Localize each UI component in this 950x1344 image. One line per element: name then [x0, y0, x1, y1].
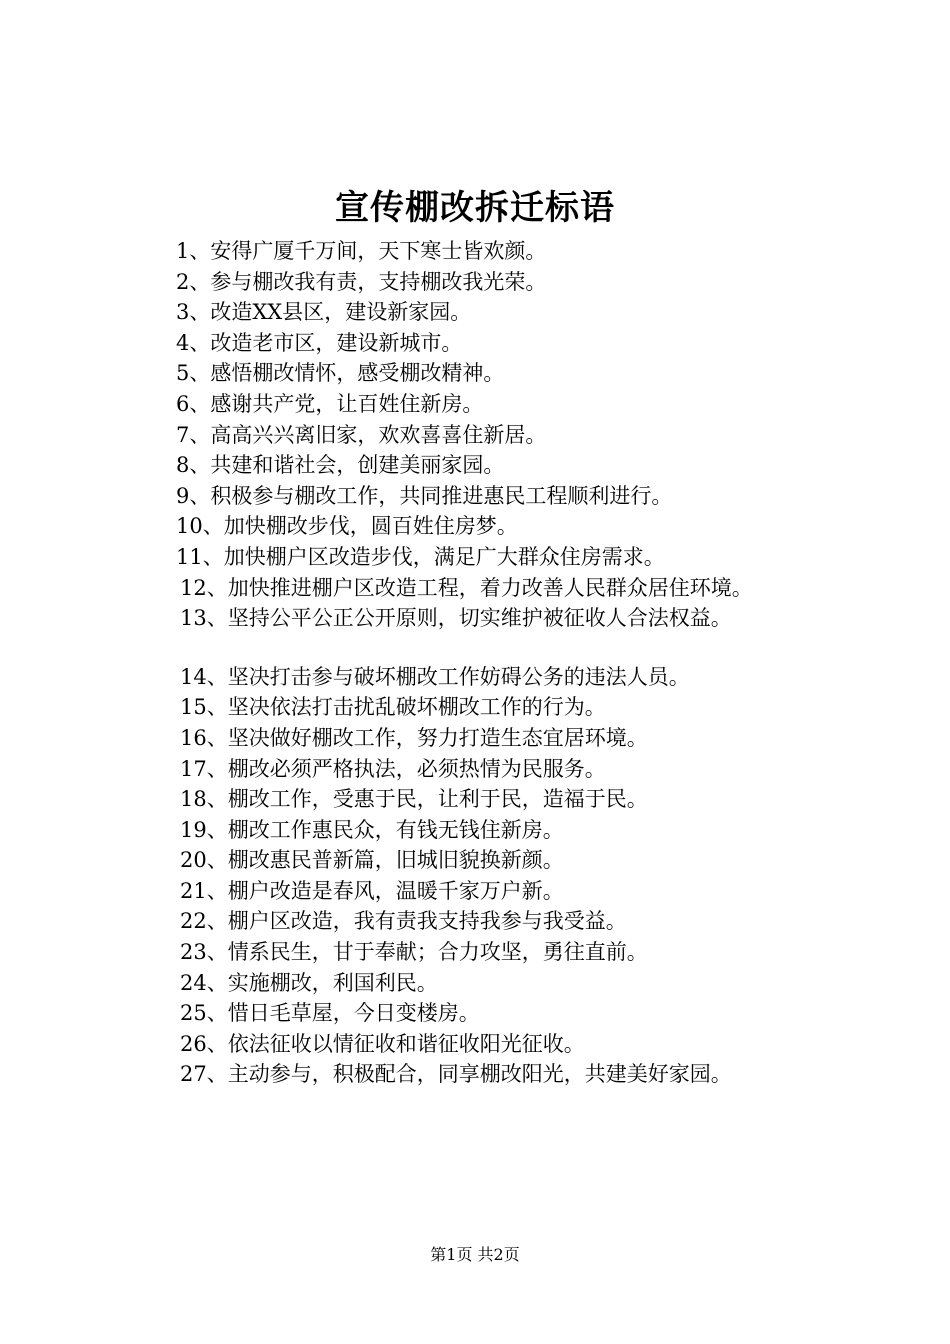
- slogan-item: 5、感悟棚改情怀，感受棚改精神。: [176, 361, 505, 386]
- slogan-item: 7、高高兴兴离旧家，欢欢喜喜住新居。: [176, 422, 547, 447]
- slogan-item: 14、坚决打击参与破坏棚改工作妨碍公务的违法人员。: [180, 664, 690, 689]
- slogan-item: 1、安得广厦千万间，天下寒士皆欢颜。: [176, 239, 547, 263]
- slogan-item: 4、改造老市区，建设新城市。: [176, 330, 463, 355]
- slogan-item: 15、坚决依法打击扰乱破坏棚改工作的行为。: [180, 695, 606, 720]
- slogan-item: 27、主动参与，积极配合，同享棚改阳光，共建美好家园。: [180, 1062, 732, 1087]
- slogan-item: 21、棚户改造是春风，温暖千家万户新。: [180, 878, 564, 903]
- document-title: 宣传棚改拆迁标语: [335, 188, 615, 228]
- paragraph-gap: [130, 634, 850, 662]
- slogan-item: 24、实施棚改，利国利民。: [180, 970, 438, 995]
- slogan-item: 13、坚持公平公正公开原则，切实维护被征收人合法权益。: [180, 606, 732, 631]
- slogan-item: 2、参与棚改我有责，支持棚改我光荣。: [176, 269, 547, 294]
- slogan-item: 20、棚改惠民普新篇，旧城旧貌换新颜。: [180, 848, 564, 873]
- slogan-item: 22、棚户区改造，我有责我支持我参与我受益。: [180, 909, 627, 934]
- slogan-list: [130, 236, 850, 1090]
- slogan-item: 11、加快棚户区改造步伐，满足广大群众住房需求。: [176, 544, 665, 569]
- slogan-item: 12、加快推进棚户区改造工程，着力改善人民群众居住环境。: [180, 575, 753, 600]
- slogan-item: 6、感谢共产党，让百姓住新房。: [176, 391, 484, 416]
- slogan-item: 3、改造XX县区，建设新家园。: [176, 300, 472, 325]
- slogan-item: 23、情系民生，甘于奉献；合力攻坚，勇往直前。: [180, 940, 648, 965]
- slogan-item: 8、共建和谐社会，创建美丽家园。: [176, 453, 505, 478]
- slogan-item: 10、加快棚改步伐，圆百姓住房梦。: [176, 514, 518, 539]
- slogan-item: 26、依法征收以情征收和谐征收阳光征收。: [180, 1031, 585, 1056]
- page-footer: 第1页 共2页: [430, 1245, 520, 1264]
- slogan-item: 18、棚改工作，受惠于民，让利于民，造福于民。: [180, 787, 648, 812]
- slogan-item: 17、棚改必须严格执法，必须热情为民服务。: [180, 756, 606, 781]
- slogan-item: 16、坚决做好棚改工作，努力打造生态宜居环境。: [180, 725, 648, 750]
- slogan-item: 25、惜日毛草屋，今日变楼房。: [180, 1001, 480, 1026]
- slogan-item: 9、积极参与棚改工作，共同推进惠民工程顺利进行。: [176, 483, 673, 508]
- slogan-item: 19、棚改工作惠民众，有钱无钱住新房。: [180, 817, 564, 842]
